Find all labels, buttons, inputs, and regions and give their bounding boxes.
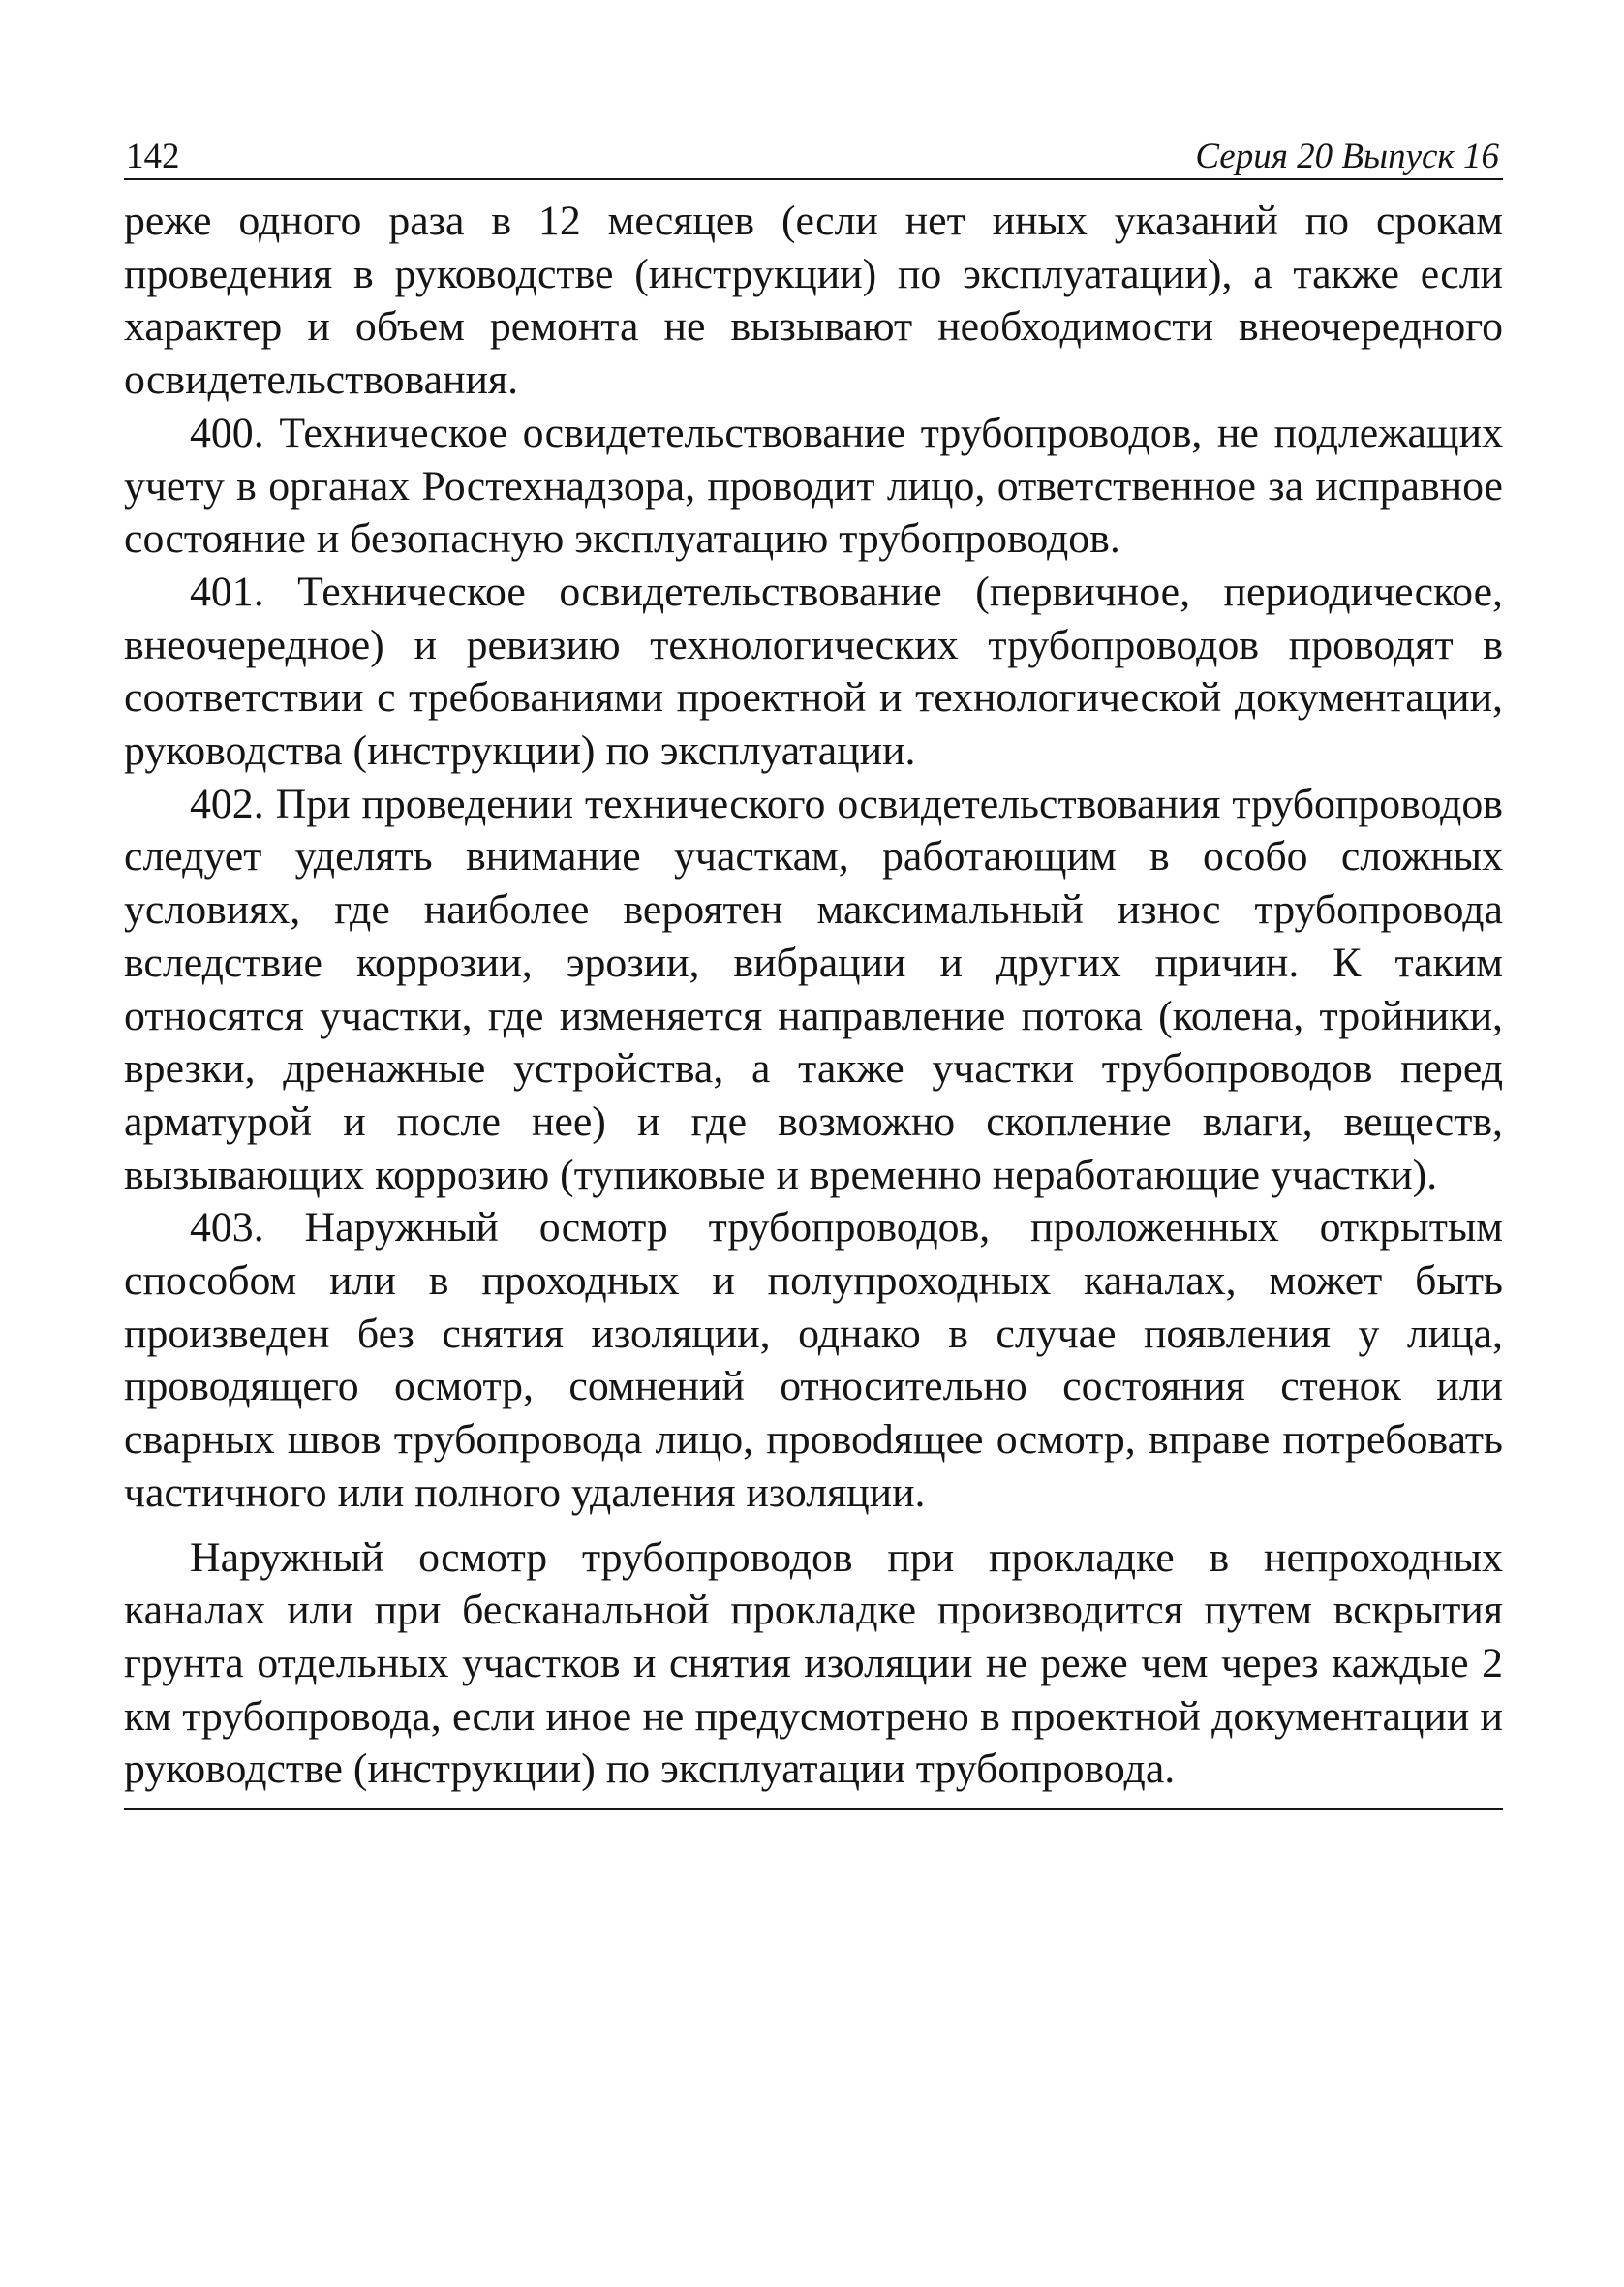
paragraph-402: 402. При проведении технического освидетельствования трубопроводов следует уделять внимание участкам, работающим в особо сложных условиях, где наиболее вероятен максимальный износ трубопровода вследствие коррозии, эрозии, вибрации и других причин. К таким относятся участки, где изменяется направление потока (колена, тройники, врезки, дренажные устройства, а также участки трубопроводов перед арматурой и после нее) и где возможно скопление влаги, веществ, вызывающих коррозию (тупиковые и временно неработающие участки). bbox=[124, 780, 1503, 1198]
paragraph-continuation: реже одного раза в 12 месяцев (если нет иных указаний по срокам проведения в руководстве (инструкции) по эксплуатации), а также если характер и объем ремонта не вызывают необходимости внеочередного освидетельствования. bbox=[124, 198, 1503, 404]
paragraph-400: 400. Техническое освидетельствование трубопроводов, не подлежащих учету в органах Ростехнадзора, проводит лицо, ответственное за исправное состояние и безопасную эксплуатацию трубопроводов. bbox=[124, 409, 1503, 563]
document-page bbox=[124, 122, 1503, 2156]
running-header bbox=[124, 122, 1503, 180]
paragraph-403: 403. Наружный осмотр трубопроводов, проложенных открытым способом или в проходных и полупроходных каналах, может быть произведен без снятия изоляции, однако в случае появления у лица, проводящего осмотр, сомнений относительно состояния стенок или сварных швов трубопровода лицо, провоdящее осмотр, вправе потребовать частичного или полного удаления изоляции. bbox=[124, 1204, 1503, 1516]
paragraph-401: 401. Техническое освидетельствование (первичное, периодическое, внеочередное) и ревизию технологических трубопроводов проводят в соответствии с требованиями проектной и технологической документации, руководства (инструкции) по эксплуатации. bbox=[124, 568, 1503, 775]
paragraph-403-continuation: Наружный осмотр трубопроводов при прокладке в непроходных каналах или при бесканальной прокладке производится путем вскрытия грунта отдельных участков и снятия изоляции не реже чем через каждые 2 км трубопровода, если иное не предусмотрено в проектной документации и руководстве (инструкции) по эксплуатации трубопровода. bbox=[124, 1533, 1503, 1793]
body-text bbox=[124, 195, 1503, 1796]
bottom-rule bbox=[124, 1808, 1503, 1810]
page-number: 142 bbox=[126, 137, 180, 176]
series-title: Серия 20 Выпуск 16 bbox=[1195, 137, 1499, 176]
